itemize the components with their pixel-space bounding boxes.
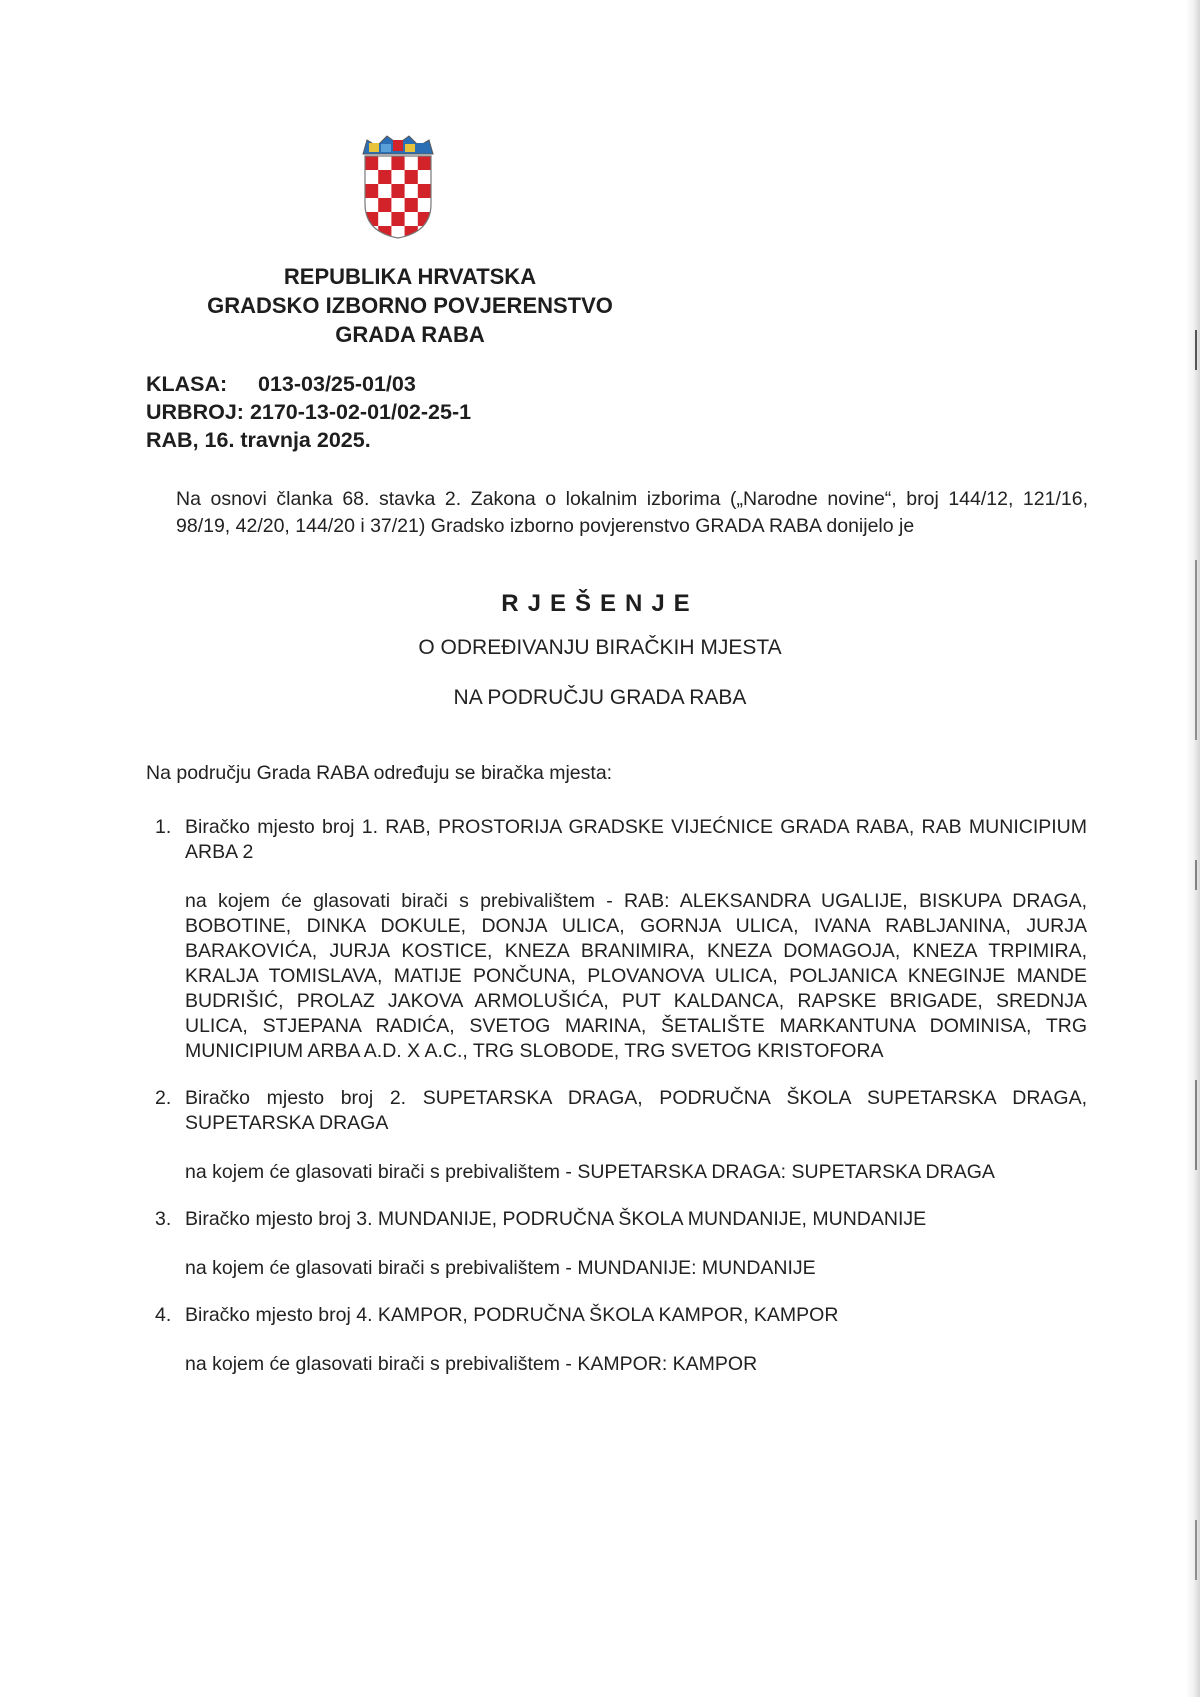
entry-number: 1.: [155, 816, 172, 838]
polling-station-list: [155, 815, 1087, 1399]
entry-number: 3.: [155, 1208, 172, 1230]
polling-station-voters: na kojem će glasovati birači s prebivalištem - MUNDANIJE: MUNDANIJE: [185, 1257, 816, 1279]
polling-station-location: Biračko mjesto broj 4. KAMPOR, PODRUČNA ŠKOLA KAMPOR, KAMPOR: [185, 1304, 839, 1326]
crown: [363, 136, 433, 154]
document-date: RAB, 16. travnja 2025.: [146, 428, 371, 452]
klasa-row: [146, 370, 471, 398]
polling-station-location: Biračko mjesto broj 3. MUNDANIJE, PODRUČNA ŠKOLA MUNDANIJE, MUNDANIJE: [185, 1208, 927, 1230]
polling-station-voters: na kojem će glasovati birači s prebivalištem - KAMPOR: KAMPOR: [185, 1353, 758, 1375]
document-meta: [146, 370, 471, 454]
header-line-1: REPUBLIKA HRVATSKA: [283, 264, 537, 289]
decision-subtitle-2: NA PODRUČJU GRADA RABA: [453, 686, 747, 709]
urbroj-value: 2170-13-02-01/02-25-1: [249, 400, 472, 424]
decision-title: RJEŠENJE: [501, 590, 699, 617]
polling-station-location: Biračko mjesto broj 1. RAB, PROSTORIJA GRADSKE VIJEĆNICE GRADA RABA, RAB MUNICIPIUM ARBA 2: [185, 816, 1087, 863]
lead-sentence: Na području Grada RABA određuju se biračka mjesta:: [146, 762, 613, 784]
scan-edge-shadow: [1186, 0, 1200, 1697]
polling-station-entry: [155, 1086, 1087, 1185]
polling-station-entry: [155, 815, 1087, 1064]
polling-station-voters: na kojem će glasovati birači s prebivalištem - SUPETARSKA DRAGA: SUPETARSKA DRAGA: [185, 1161, 995, 1183]
polling-station-entry: [155, 1303, 1087, 1377]
header-line-3: GRADA RABA: [335, 322, 485, 347]
urbroj-row: [146, 398, 471, 426]
entry-number: 2.: [155, 1087, 172, 1109]
polling-station-voters: na kojem će glasovati birači s prebivalištem - RAB: ALEKSANDRA UGALIJE, BISKUPA DRAGA, BOBOTINE, DINKA DOKULE, DONJA ULICA, GORNJA ULICA, IVANA RABLJANINA, JURJA BARAKOVIĆA, JURJA KOSTICE, KNEZA BRANIMIRA, KNEZA DOMAGOJA, KNEZA TRPIMIRA, KRALJA TOMISLAVA, MATIJE PONČUNA, PLOVANOVA ULICA, POLJANICA KNEGINJE MANDE BUDRIŠIĆ, PROLAZ JAKOVA ARMOLUŠIĆA, PUT KALDANCA, RAPSKE BRIGADE, SREDNJA ULICA, STJEPANA RADIĆA, SVETOG MARINA, ŠETALIŠTE MARKANTUNA DOMINISA, TRG MUNICIPIUM ARBA A.D. X A.C., TRG SLOBODE, TRG SVETOG KRISTOFORA: [185, 890, 1087, 1062]
entry-number: 4.: [155, 1304, 172, 1326]
legal-basis-paragraph: Na osnovi članka 68. stavka 2. Zakona o lokalnim izborima („Narodne novine“, broj 144/12, 121/16, 98/19, 42/20, 144/20 i 37/21) Gradsko izborno povjerenstvo GRADA RABA donijelo je: [176, 488, 1088, 537]
klasa-label: KLASA:: [146, 372, 228, 396]
polling-station-location: Biračko mjesto broj 2. SUPETARSKA DRAGA, PODRUČNA ŠKOLA SUPETARSKA DRAGA, SUPETARSKA DRAGA: [185, 1087, 1087, 1134]
issuer-header: [150, 262, 670, 349]
decision-subtitle-1: O ODREĐIVANJU BIRAČKIH MJESTA: [418, 636, 782, 659]
polling-station-entry: [155, 1207, 1087, 1281]
urbroj-label: URBROJ:: [146, 400, 244, 424]
klasa-value: 013-03/25-01/03: [258, 372, 416, 396]
croatian-coat-of-arms-icon: [357, 134, 439, 240]
header-line-2: GRADSKO IZBORNO POVJERENSTVO: [207, 293, 613, 318]
